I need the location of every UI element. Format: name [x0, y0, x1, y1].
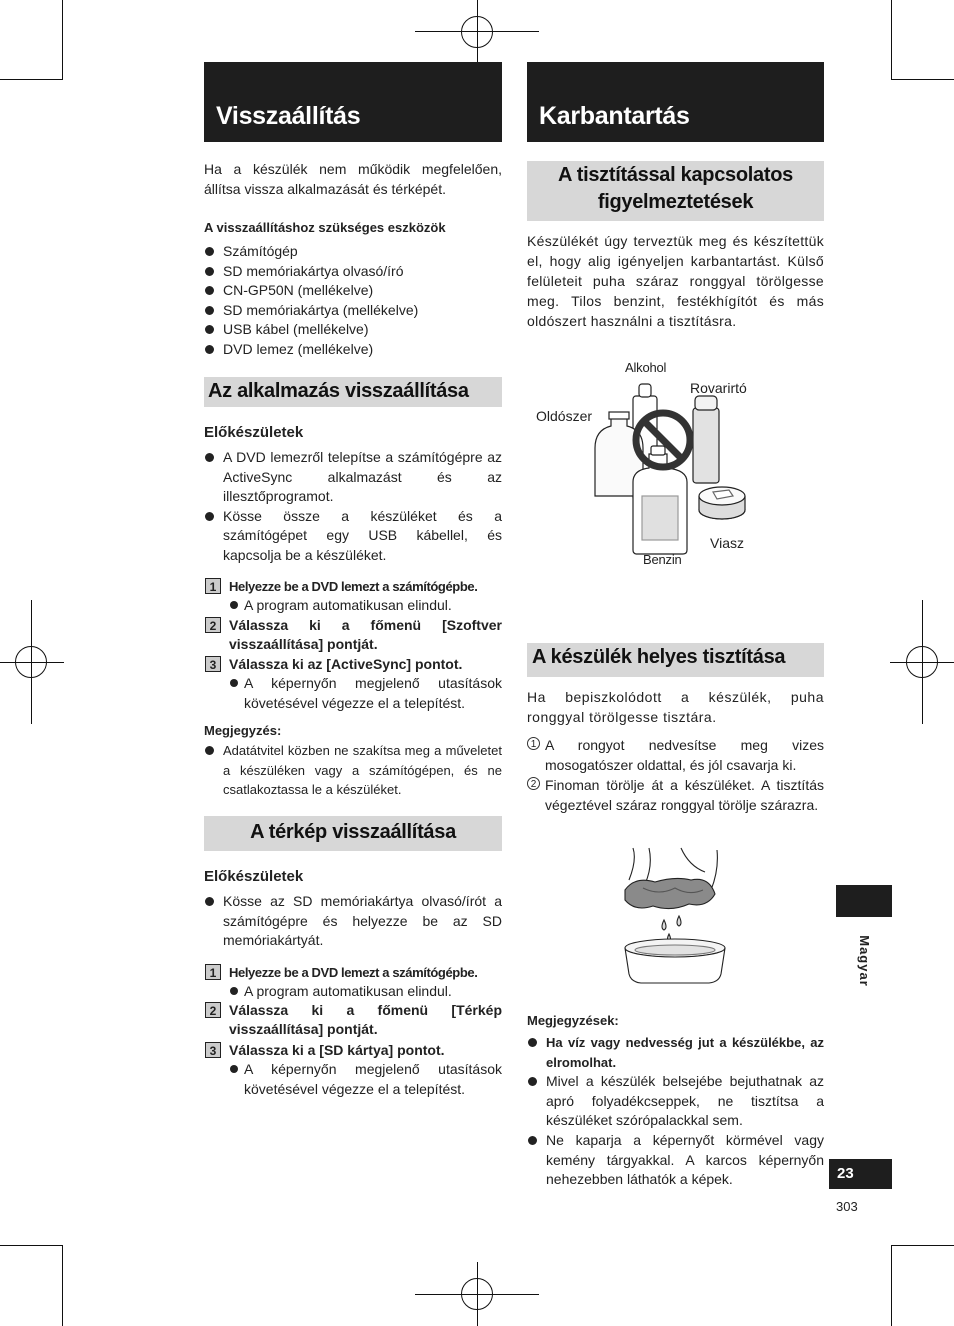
list-item: Kösse az SD memóriakártya olvasó/írót a számítógépre és helyezze be az SD memóriakártyát.	[204, 892, 502, 951]
prep-heading: Előkészületek	[204, 868, 304, 885]
step-3	[204, 655, 502, 713]
list-item	[527, 775, 824, 815]
crop-mark	[62, 1245, 63, 1326]
step-number: 1	[205, 578, 221, 594]
step-sub: A képernyőn megjelenő utasítások követésével végezze el a telepítést.	[229, 674, 502, 713]
alcohol-label: Alkohol	[625, 360, 667, 375]
intro-text: Ha a készülék nem működik megfelelően, állítsa vissza alkalmazását és térképét.	[204, 161, 502, 197]
note-heading: Megjegyzés:	[204, 723, 282, 738]
benzine-label: Benzin	[643, 552, 682, 567]
step-text: Válassza ki a főmenü [Térkép visszaállítása] pontját.	[229, 1002, 502, 1037]
section-title: Visszaállítás	[204, 62, 502, 142]
list-item: Adatátvitel közben ne szakítsa meg a műveletet a készüléken vagy a számítógépen, és ne csatlakoztassa le a készüléket.	[204, 741, 502, 800]
step-1	[204, 963, 502, 1002]
step-sub: A képernyőn megjelenő utasítások követésével végezze el a telepítést.	[229, 1060, 502, 1099]
step-number: 2	[527, 777, 540, 790]
section-title: Karbantartás	[527, 62, 824, 142]
insecticide-can	[693, 408, 719, 483]
crop-mark	[891, 1245, 892, 1326]
step-number: 2	[205, 1002, 221, 1018]
cleaning-steps	[527, 735, 824, 815]
cleaning-warning-heading: A tisztítással kapcsolatos figyelmeztetések	[527, 161, 824, 221]
step-number: 1	[527, 737, 540, 750]
language-tab	[836, 885, 892, 917]
step-2	[204, 1001, 502, 1039]
registration-mark	[461, 1278, 493, 1310]
step-sub: A program automatikusan elindul.	[229, 596, 502, 616]
step-text: Finoman törölje át a készüléket. A tisztítás végeztével száraz ronggyal törölje szárazra.	[545, 777, 824, 813]
crop-mark	[891, 0, 892, 80]
solvent-label: Oldószer	[536, 408, 593, 424]
cleaning-illustration	[619, 846, 731, 988]
step-number: 3	[205, 656, 221, 672]
step-1	[204, 577, 502, 616]
list-item: Mivel a készülék belsejébe bejuthatnak az apró folyadékcseppek, ne tisztítsa a készüléket szórópalackkal sem.	[527, 1072, 824, 1131]
crop-mark	[62, 0, 63, 80]
map-restore-heading: A térkép visszaállítása	[204, 816, 502, 851]
step-number: 2	[205, 617, 221, 633]
insecticide-label: Rovarirtó	[690, 380, 747, 396]
step-text: Helyezze be a DVD lemezt a számítógépbe.	[229, 965, 478, 980]
step-number: 3	[205, 1042, 221, 1058]
step-text: Válassza ki az [ActiveSync] pontot.	[229, 656, 463, 672]
registration-mark	[461, 16, 493, 48]
cleaning-intro: Ha bepiszkolódott a készülék, puha ronggyal törölgesse tisztára.	[527, 689, 824, 725]
list-item: Számítógép	[204, 242, 502, 262]
list-item	[527, 735, 824, 775]
language-label: Magyar	[857, 935, 872, 987]
solvents-illustration	[587, 378, 757, 556]
notes-list	[527, 1033, 824, 1190]
page-number: 303	[836, 1199, 858, 1214]
list-item: Ne kaparja a képernyőt körmével vagy kemény tárgyakkal. A karcos képernyőn nehezebben láthatók a képek.	[527, 1131, 824, 1190]
tools-heading: A visszaállításhoz szükséges eszközök	[204, 220, 446, 235]
step-text: A rongyot nedvesítse meg vizes mosogatószer oldattal, és jól csavarja ki.	[545, 737, 824, 773]
list-item: DVD lemez (mellékelve)	[204, 340, 502, 360]
proper-cleaning-heading: A készülék helyes tisztítása	[527, 643, 824, 677]
list-item: CN-GP50N (mellékelve)	[204, 281, 502, 301]
warning-text: Készülékét úgy terveztük meg és készítettük el, hogy alig igényeljen karbantartást. Külső felületeit puha száraz ronggyal törölgesse meg. Tilos benzint, festékhígítót és más oldószert használni a tisztításra.	[527, 233, 824, 329]
prep-heading: Előkészületek	[204, 424, 304, 441]
tools-list	[204, 242, 502, 360]
cloth-icon	[625, 878, 715, 908]
app-restore-heading: Az alkalmazás visszaállítása	[204, 377, 502, 407]
list-item: SD memóriakártya olvasó/író	[204, 262, 502, 282]
left-hand	[629, 848, 650, 884]
list-item: Kösse össze a készüléket és a számítógépet egy USB kábellel, és kapcsolja be a készüléket.	[204, 507, 502, 566]
list-item: USB kábel (mellékelve)	[204, 320, 502, 340]
wax-label: Viasz	[710, 535, 744, 551]
crop-mark	[0, 1245, 62, 1246]
crop-mark	[891, 79, 954, 80]
step-2	[204, 616, 502, 654]
list-item: Ha víz vagy nedvesség jut a készülékbe, az elromolhat.	[527, 1033, 824, 1072]
step-text: Válassza ki a [SD kártya] pontot.	[229, 1042, 445, 1058]
prep-list	[204, 448, 502, 566]
crop-mark	[0, 79, 62, 80]
step-3	[204, 1041, 502, 1099]
step-number: 1	[205, 964, 221, 980]
registration-mark	[906, 646, 938, 678]
step-sub: A program automatikusan elindul.	[229, 982, 502, 1002]
list-item: SD memóriakártya (mellékelve)	[204, 301, 502, 321]
crop-mark	[891, 1245, 954, 1246]
list-item: A DVD lemezről telepítse a számítógépre az ActiveSync alkalmazást és az illesztőprogramot.	[204, 448, 502, 507]
prep-list	[204, 892, 502, 951]
step-text: Helyezze be a DVD lemezt a számítógépbe.	[229, 579, 478, 594]
page-tab: 23	[829, 1159, 892, 1189]
note-list	[204, 741, 502, 800]
notes-heading: Megjegyzések:	[527, 1013, 619, 1028]
step-text: Válassza ki a főmenü [Szoftver visszaállítása] pontját.	[229, 617, 502, 652]
registration-mark	[15, 646, 47, 678]
